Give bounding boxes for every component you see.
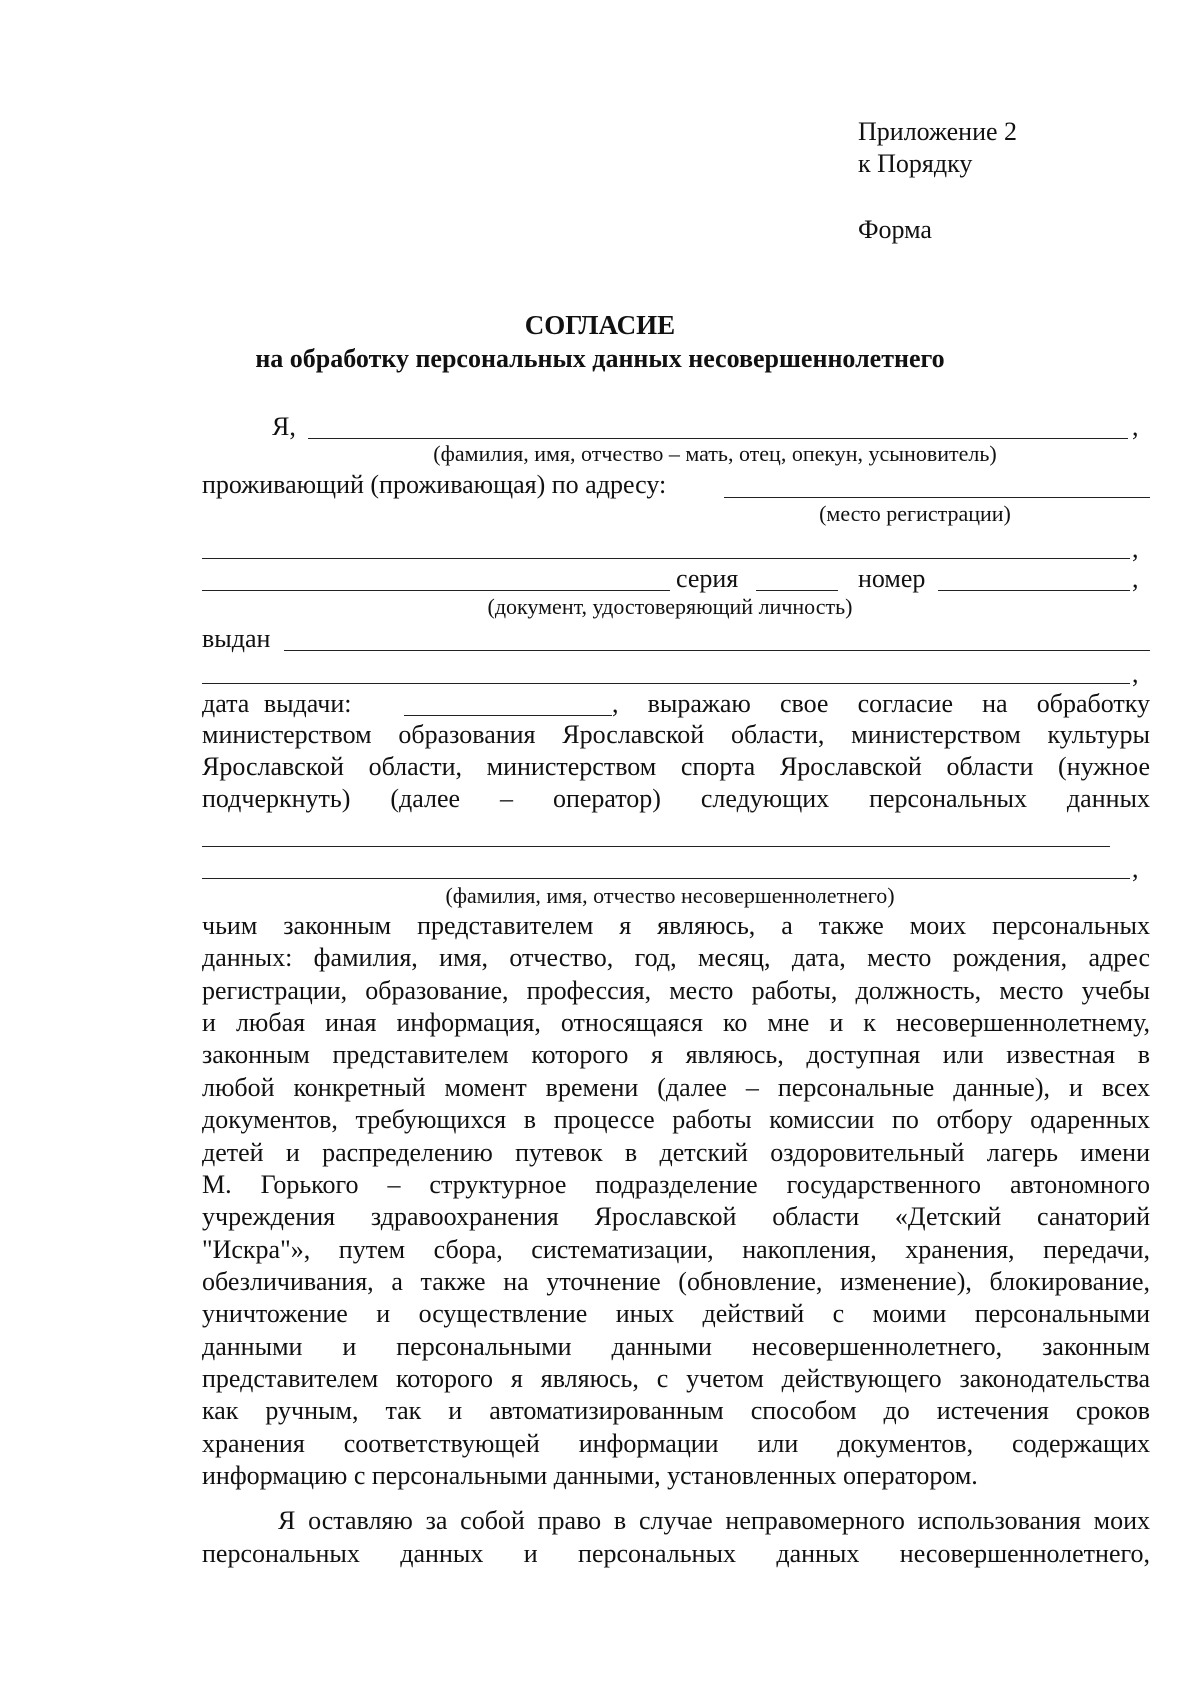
body-line: Ярославской области, министерством спорта Ярославской области (нужное <box>202 752 1150 781</box>
issued-by-field[interactable] <box>284 650 1150 651</box>
comma-mark: , <box>1132 659 1139 688</box>
body-line: М. Горького – структурное подразделение государственного автономного <box>202 1170 1150 1199</box>
form-label: Форма <box>858 215 932 244</box>
address-caption: (место регистрации) <box>819 501 1011 526</box>
body-line: чьим законным представителем я являюсь, а также моих персональных <box>202 911 1150 940</box>
body-line: уничтожение и осуществление иных действий с моими персональными <box>202 1299 1150 1328</box>
address-field[interactable] <box>724 497 1150 498</box>
parent-name-caption: (фамилия, имя, отчество – мать, отец, опекун, усыновитель) <box>433 441 997 466</box>
body-line: "Искра"», путем сбора, систематизации, накопления, хранения, передачи, <box>202 1235 1150 1264</box>
number-label: номер <box>858 564 926 593</box>
issue-date-label: дата выдачи: <box>202 689 352 718</box>
minor-name-continued-field[interactable] <box>202 878 1130 879</box>
document-subtitle: на обработку персональных данных несовершеннолетнего <box>255 344 945 373</box>
body-line: данными и персональными данными несовершеннолетнего, законным <box>202 1332 1150 1361</box>
body-line: информацию с персональными данными, установленных оператором. <box>202 1461 978 1490</box>
document-caption: (документ, удостоверяющий личность) <box>487 594 853 619</box>
body-line: представителем которого я являюсь, с учетом действующего законодательства <box>202 1364 1150 1393</box>
document-title: СОГЛАСИЕ <box>524 310 676 340</box>
body-line: данных: фамилия, имя, отчество, год, месяц, дата, место рождения, адрес <box>202 943 1150 972</box>
series-label: серия <box>676 564 739 593</box>
issued-by-continued-field[interactable] <box>202 683 1130 684</box>
body-line: регистрации, образование, профессия, место работы, должность, место учебы <box>202 976 1150 1005</box>
series-field[interactable] <box>756 590 838 591</box>
body-line: подчеркнуть) (далее – оператор) следующих персональных данных <box>202 784 1150 813</box>
order-label: к Порядку <box>858 149 973 178</box>
body-line: детей и распределению путевок в детский оздоровительный лагерь имени <box>202 1138 1150 1167</box>
body-line: министерством образования Ярославской области, министерством культуры <box>202 720 1150 749</box>
comma-mark: , <box>1132 854 1139 883</box>
body-line: как ручным, так и автоматизированным способом до истечения сроков <box>202 1396 1150 1425</box>
body-line: обезличивания, а также на уточнение (обновление, изменение), блокирование, <box>202 1267 1150 1296</box>
issued-label: выдан <box>202 624 271 653</box>
appendix-label: Приложение 2 <box>858 117 1018 146</box>
body-line: персональных данных и персональных данных несовершеннолетнего, <box>202 1539 1150 1568</box>
consent-statement-tail: , выражаю свое согласие на обработку <box>612 689 1150 718</box>
body-line: документов, требующихся в процессе работы комиссии по отбору одаренных <box>202 1105 1150 1134</box>
issue-date-field[interactable] <box>404 715 612 716</box>
comma-mark: , <box>1132 564 1139 593</box>
number-field[interactable] <box>938 590 1130 591</box>
body-line: любой конкретный момент времени (далее – персональные данные), и всех <box>202 1073 1150 1102</box>
parent-name-field[interactable] <box>308 438 1128 439</box>
address-continued-field[interactable] <box>202 558 1130 559</box>
comma-mark: , <box>1132 412 1139 441</box>
body-line: учреждения здравоохранения Ярославской области «Детский санаторий <box>202 1202 1150 1231</box>
body-line: хранения соответствующей информации или документов, содержащих <box>202 1429 1150 1458</box>
minor-name-field[interactable] <box>202 846 1110 847</box>
address-label: проживающий (проживающая) по адресу: <box>202 470 667 499</box>
identity-document-field[interactable] <box>202 590 670 591</box>
minor-name-caption: (фамилия, имя, отчество несовершеннолетнего) <box>445 883 895 908</box>
i-label: Я, <box>272 412 296 441</box>
body-line: и любая иная информация, относящаяся ко мне и к несовершеннолетнему, <box>202 1008 1150 1037</box>
comma-mark: , <box>1132 534 1139 563</box>
body-line: законным представителем которого я являюсь, доступная или известная в <box>202 1040 1150 1069</box>
body-line: Я оставляю за собой право в случае неправомерного использования моих <box>278 1506 1150 1535</box>
